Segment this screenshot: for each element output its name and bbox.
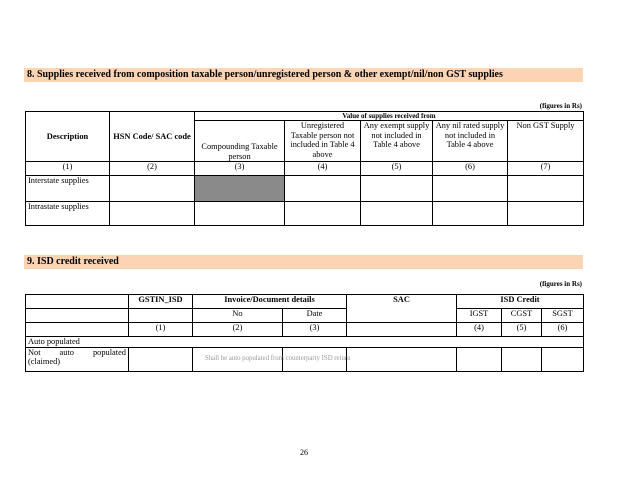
isd-blank-sub (26, 309, 129, 323)
col-number: (5) (361, 162, 433, 176)
invoice-details-header: Invoice/Document details (193, 295, 347, 309)
section-8-figures-note: (figures in Rs) (539, 102, 582, 110)
col-number: (3) (283, 323, 347, 337)
intrastate-nil-cell[interactable] (433, 202, 508, 226)
col-number: (6) (542, 323, 584, 337)
intrastate-hsn-cell[interactable] (110, 202, 195, 226)
col-number: (2) (110, 162, 195, 176)
col-exempt-header: Any exempt supply not included in Table 4 above (361, 121, 433, 162)
sac-blank-num (347, 323, 457, 337)
intrastate-nongst-cell[interactable] (508, 202, 584, 226)
auto-populate-note: Shall be auto populated from counterparty ISD return (193, 347, 283, 371)
invoice-date-header: Date (283, 309, 347, 323)
interstate-hsn-cell[interactable] (110, 176, 195, 202)
cgst-header: CGST (502, 309, 542, 323)
col-number: (4) (285, 162, 361, 176)
col-nil-header: Any nil rated supply not included in Table 4 above (433, 121, 508, 162)
col-compounding-header: Compounding Taxable person (195, 121, 285, 162)
intrastate-exempt-cell[interactable] (361, 202, 433, 226)
not-auto-igst-cell[interactable] (457, 347, 502, 371)
row-interstate-label: Interstate supplies (26, 176, 110, 202)
section-9-title: 9. ISD credit received (24, 255, 583, 269)
col-number: (7) (508, 162, 584, 176)
col-number: (4) (457, 323, 502, 337)
row-auto-populated-label: Auto populated (26, 337, 584, 348)
gstin-blank-sub (129, 309, 193, 323)
sac-header: SAC (347, 295, 457, 323)
interstate-nil-cell[interactable] (433, 176, 508, 202)
section-9-figures-note: (figures in Rs) (539, 280, 582, 288)
col-nongst-header: Non GST Supply (508, 121, 584, 162)
isd-credit-header: ISD Credit (457, 295, 584, 309)
interstate-compounding-cell-disabled (195, 176, 285, 202)
value-group-header: Value of supplies received from (195, 112, 584, 121)
col-number: (3) (195, 162, 285, 176)
col-number: (2) (193, 323, 283, 337)
invoice-no-header: No (193, 309, 283, 323)
not-auto-sac-cell[interactable] (347, 347, 457, 371)
igst-header: IGST (457, 309, 502, 323)
col-unregistered-header: Unregistered Taxable person not included in Table 4 above (285, 121, 361, 162)
not-auto-cgst-cell[interactable] (502, 347, 542, 371)
isd-blank-num (26, 323, 129, 337)
section-9-table (25, 294, 584, 372)
hsn-header: HSN Code/ SAC code (110, 112, 195, 162)
not-auto-gstin-cell[interactable] (129, 347, 193, 371)
page-number: 26 (300, 448, 308, 457)
intrastate-unregistered-cell[interactable] (285, 202, 361, 226)
gstin-isd-header: GSTIN_ISD (129, 295, 193, 309)
interstate-nongst-cell[interactable] (508, 176, 584, 202)
col-number: (1) (129, 323, 193, 337)
col-number: (6) (433, 162, 508, 176)
intrastate-compounding-cell[interactable] (195, 202, 285, 226)
col-number: (1) (26, 162, 110, 176)
row-intrastate-label: Intrastate supplies (26, 202, 110, 226)
row-not-auto-populated-label: Not auto populated (claimed) (26, 347, 129, 371)
interstate-unregistered-cell[interactable] (285, 176, 361, 202)
sgst-header: SGST (542, 309, 584, 323)
section-8-table (25, 111, 584, 226)
isd-blank-header (26, 295, 129, 309)
not-auto-sgst-cell[interactable] (542, 347, 584, 371)
description-header: Description (26, 112, 110, 162)
col-number: (5) (502, 323, 542, 337)
section-8-title: 8. Supplies received from composition taxable person/unregistered person & other exempt/nil/non GST supplies (24, 68, 583, 82)
interstate-exempt-cell[interactable] (361, 176, 433, 202)
